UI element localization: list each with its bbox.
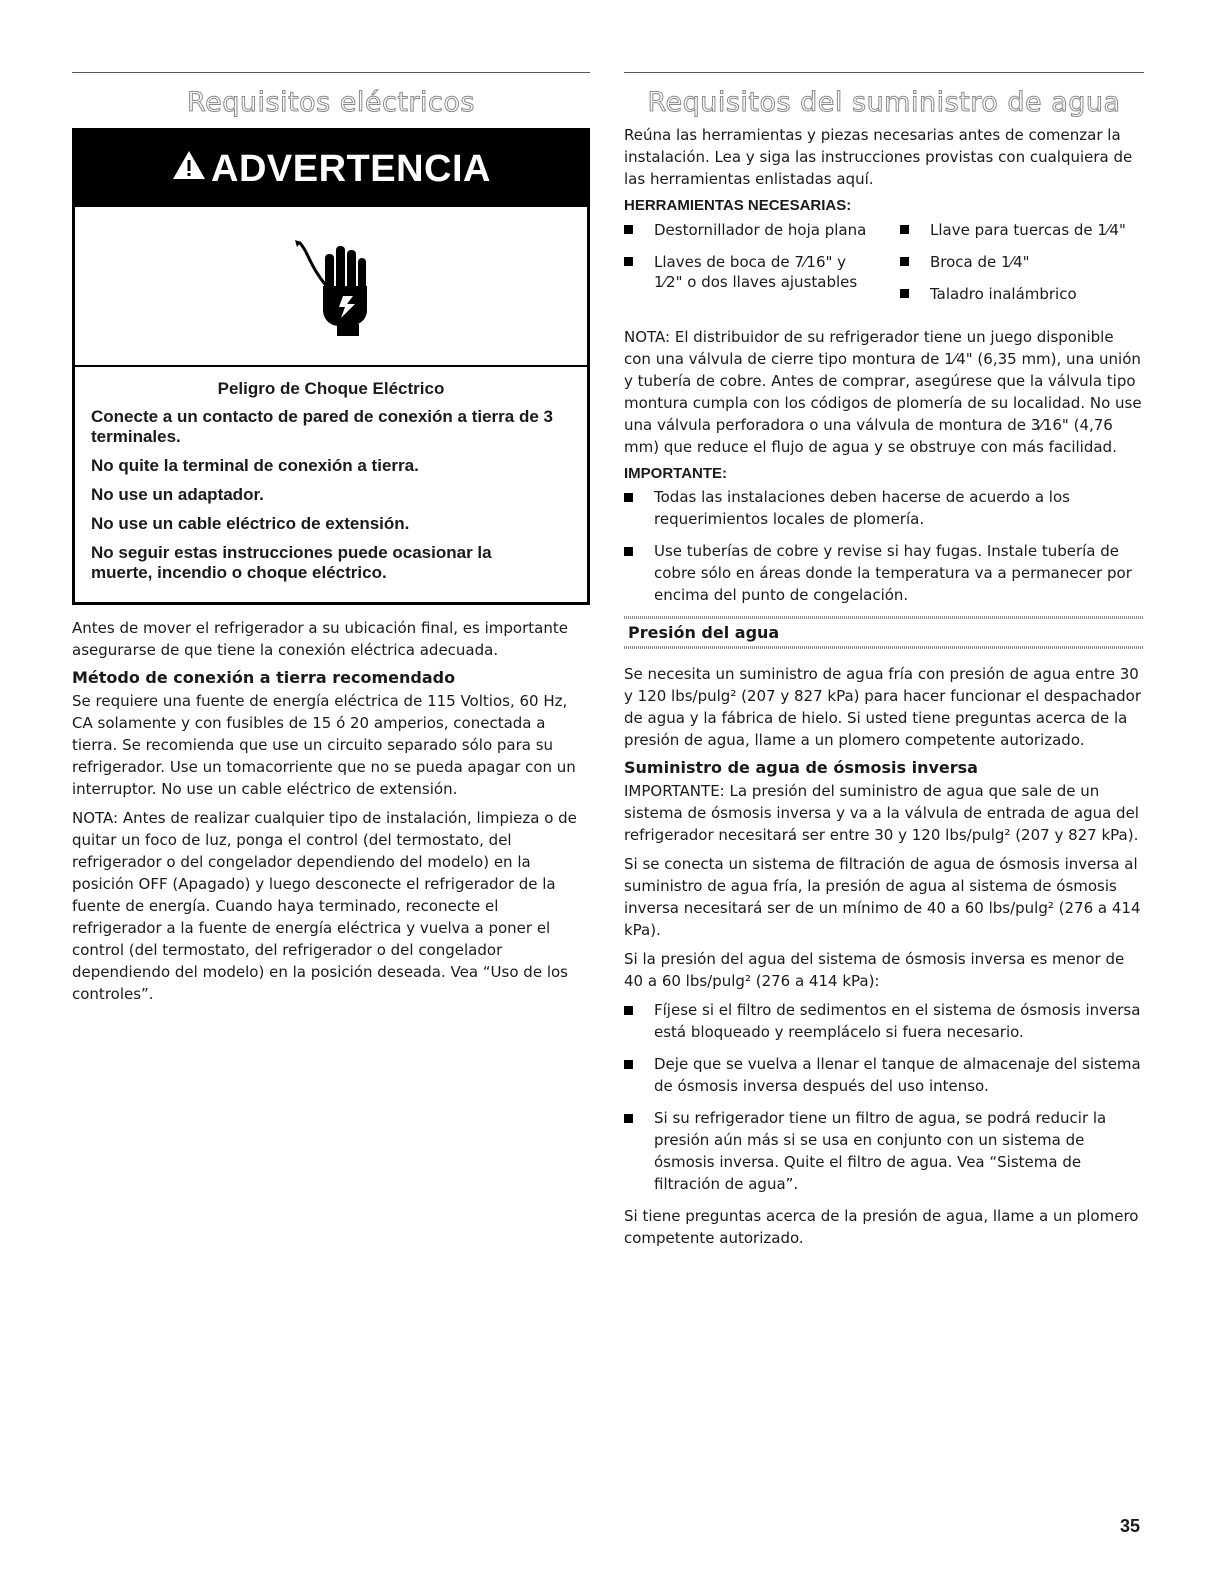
list-item: Todas las instalaciones deben hacerse de acuerdo a los requerimientos locales de plomería. (624, 486, 1144, 530)
list-item: Llave para tuercas de 1⁄4" (900, 220, 1126, 240)
important-list (624, 486, 1144, 606)
ro-heading: Suministro de agua de ósmosis inversa (624, 758, 978, 777)
list-item: Fíjese si el filtro de sedimentos en el sistema de ósmosis inversa está bloqueado y reemplácelo si fuera necesario. (624, 999, 1144, 1043)
warning-subtitle: Peligro de Choque Eléctrico (217, 379, 445, 398)
tools-heading: HERRAMIENTAS NECESARIAS: (624, 197, 852, 214)
pressure-heading: Presión del agua (628, 623, 780, 642)
warning-text (75, 367, 587, 602)
warning-line: No use un adaptador. (91, 485, 264, 504)
note-label: NOTA: (72, 809, 119, 827)
warning-triangle-icon (171, 148, 207, 191)
warning-line: Conecte a un contacto de pared de conexión a tierra de 3 terminales. (91, 407, 553, 446)
note-label: NOTA: (624, 328, 671, 346)
warning-line: No seguir estas instrucciones puede ocasionar la muerte, incendio o choque eléctrico. (91, 543, 492, 582)
list-item: Broca de 1⁄4" (900, 252, 1126, 272)
pressure-text: Se necesita un suministro de agua fría con presión de agua entre 30 y 120 lbs/pulg² (207 y 827 kPa) para hacer funcionar el despachador de agua y la fábrica de hielo. Si usted tiene preguntas acerca de la presión de agua, llame a un plomero competente autorizado. (624, 665, 1141, 749)
ro-list (624, 999, 1144, 1195)
important-heading: IMPORTANTE: (624, 465, 728, 482)
tools-column-2 (900, 220, 1126, 316)
list-item: Taladro inalámbrico (900, 284, 1126, 304)
ro-paragraph: Si la presión del agua del sistema de ósmosis inversa es menor de 40 a 60 lbs/pulg² (276 a 414 kPa): (624, 950, 1125, 990)
note-text: Antes de realizar cualquier tipo de instalación, limpieza o de quitar un foco de luz, ponga el control (del termostato, del refrigerador o del congelador dependiendo del modelo) en la posición OFF (Apagado) y luego desconecte el refrigerador de la fuente de energía. Cuando haya terminado, reconecte el refrigerador a la fuente de energía eléctrica y vuelva a poner el control (del termostato, del refrigerador o del congelador dependiendo del modelo) en la posición deseada. Vea “Uso de los controles”. (72, 809, 577, 1003)
list-item: Destornillador de hoja plana (624, 220, 900, 240)
water-intro: Reúna las herramientas y piezas necesarias antes de comenzar la instalación. Lea y siga las instrucciones provistas con cualquiera de las herramientas enlistadas aquí. (624, 126, 1133, 188)
list-item: Si su refrigerador tiene un filtro de agua, se podrá reducir la presión aún más si se usa en conjunto con un sistema de ósmosis inversa. Quite el filtro de agua. Vea “Sistema de filtración de agua”. (624, 1107, 1144, 1195)
section-title-electrical: Requisitos eléctricos (187, 87, 475, 118)
top-rule (72, 72, 590, 73)
divider (624, 646, 1144, 649)
electrical-note (72, 807, 590, 1005)
method-heading: Método de conexión a tierra recomendado (72, 668, 456, 687)
closing-text: Si tiene preguntas acerca de la presión de agua, llame a un plomero competente autorizado. (624, 1207, 1139, 1247)
electrical-intro: Antes de mover el refrigerador a su ubicación final, es importante asegurarse de que tiene la conexión eléctrica adecuada. (72, 619, 568, 659)
tools-column-1 (624, 220, 900, 316)
list-item: Llaves de boca de 7⁄16" y 1⁄2" o dos llaves ajustables (624, 252, 874, 292)
electric-shock-hand-icon (281, 232, 381, 341)
top-rule (624, 72, 1144, 73)
warning-banner-text: ADVERTENCIA (211, 147, 491, 190)
water-note (624, 326, 1144, 458)
warning-banner (75, 131, 587, 207)
ro-important: IMPORTANTE: La presión del suministro de agua que sale de un sistema de ósmosis inversa y va a la válvula de entrada de agua del refrigerador necesitará ser entre 30 y 120 lbs/pulg² (207 y 827 kPa). (624, 782, 1139, 844)
page-number: 35 (1119, 1516, 1140, 1536)
left-column (72, 72, 590, 1012)
warning-line: No quite la terminal de conexión a tierra. (91, 456, 419, 475)
method-text: Se requiere una fuente de energía eléctrica de 115 Voltios, 60 Hz, CA solamente y con fusibles de 15 ó 20 amperios, conectada a tierra. Se recomienda que use un circuito separado sólo para su refrigerador. Use un tomacorriente que no se pueda apagar con un interruptor. No use un cable eléctrico de extensión. (72, 692, 576, 798)
list-item: Deje que se vuelva a llenar el tanque de almacenaje del sistema de ósmosis inversa después del uso intenso. (624, 1053, 1144, 1097)
section-title-water: Requisitos del suministro de agua (647, 87, 1121, 118)
list-item: Use tuberías de cobre y revise si hay fugas. Instale tubería de cobre sólo en áreas donde la temperatura va a permanecer por encima del punto de congelación. (624, 540, 1144, 606)
warning-line: No use un cable eléctrico de extensión. (91, 514, 410, 533)
hazard-icon-area (75, 207, 587, 367)
warning-box (72, 128, 590, 605)
tools-list (624, 220, 1144, 316)
right-column (624, 72, 1144, 1256)
note-text: El distribuidor de su refrigerador tiene un juego disponible con una válvula de cierre tipo montura de 1⁄4" (6,35 mm), una unión y tubería de cobre. Antes de comprar, asegúrese que la válvula tipo montura cumpla con los códigos de plomería de su localidad. No use una válvula perforadora o una válvula de montura de 3⁄16" (4,76 mm) que reduce el flujo de agua y se obstruye con más facilidad. (624, 328, 1142, 456)
ro-paragraph: Si se conecta un sistema de filtración de agua de ósmosis inversa al suministro de agua fría, la presión de agua al sistema de ósmosis inversa necesitará ser de un mínimo de 40 a 60 lbs/pulg² (276 a 414 kPa). (624, 855, 1141, 939)
